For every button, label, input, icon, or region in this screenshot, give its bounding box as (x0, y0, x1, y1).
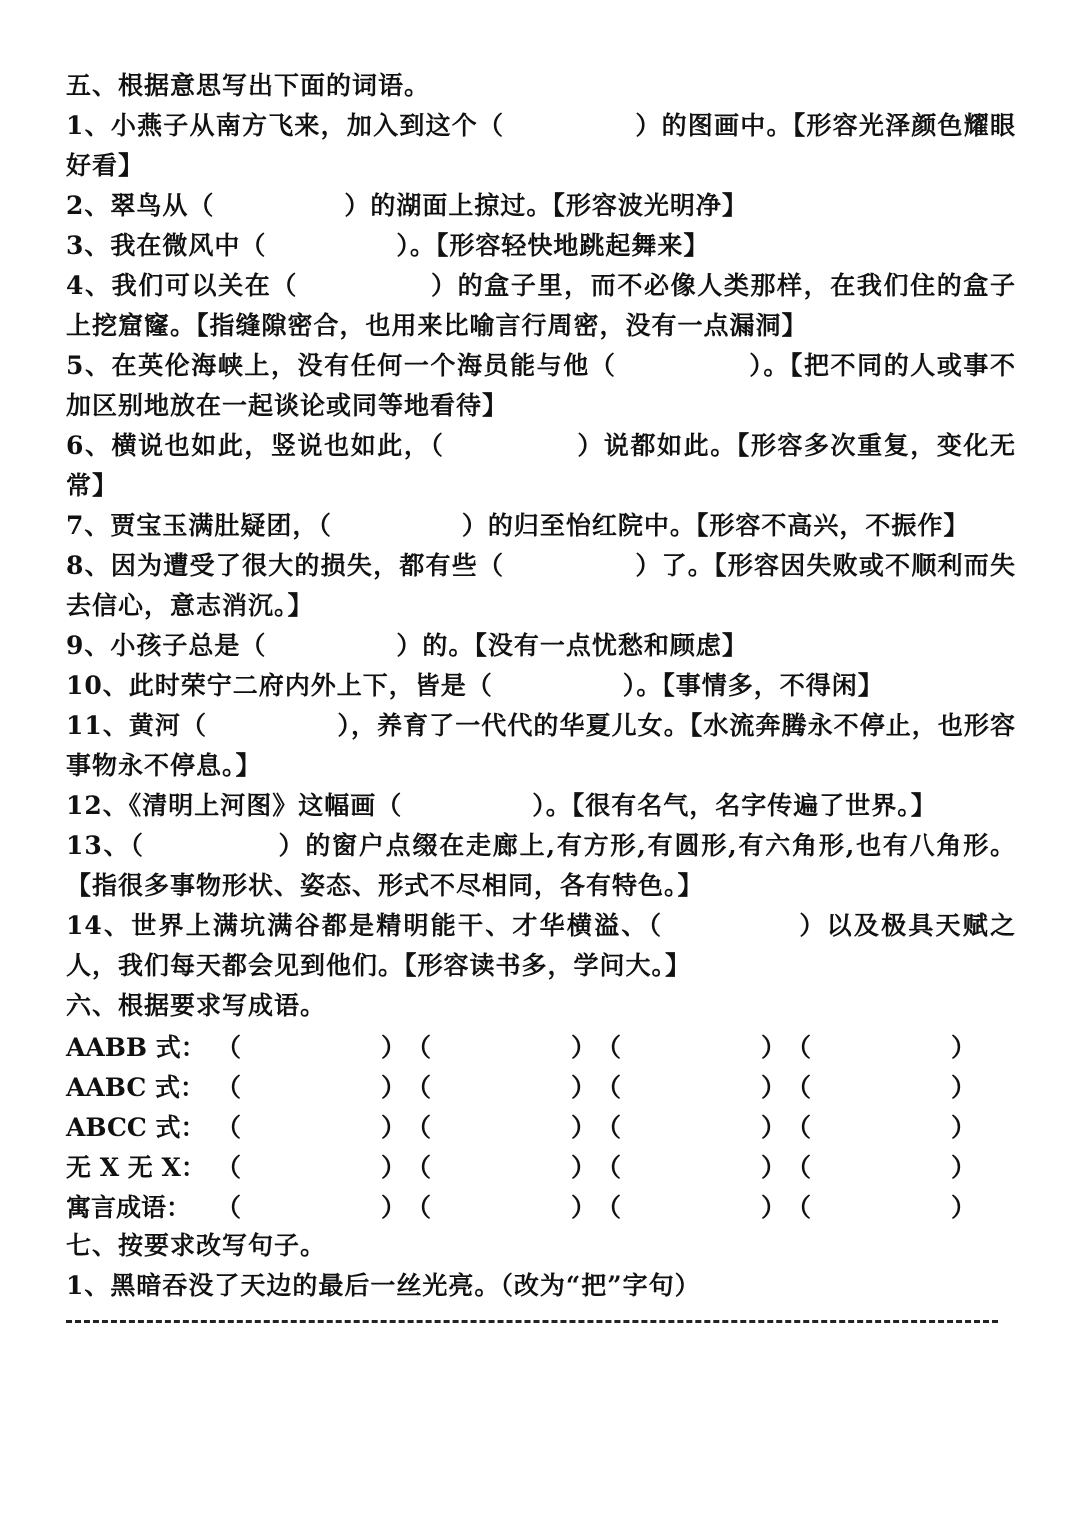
idiom-row-fable (66, 1186, 1016, 1226)
answer-blank[interactable] (786, 1108, 976, 1144)
close-bracket: ） (950, 1033, 976, 1062)
open-bracket: （ (596, 1033, 622, 1062)
question-1: 1、小燕子从南方飞来，加入到这个（ ）的图画中。【形容光泽颜色耀眼好看】 (66, 111, 1016, 180)
open-bracket: （ (786, 1193, 812, 1222)
open-bracket: （ (216, 1153, 242, 1182)
answer-blank[interactable] (786, 1148, 976, 1184)
close-bracket: ） (950, 1193, 976, 1222)
section-7-title: 七、按要求改写句子。 (66, 1231, 327, 1260)
answer-blank[interactable] (216, 1108, 406, 1144)
idiom-row-aabb (66, 1026, 1016, 1066)
answer-blank[interactable] (406, 1028, 596, 1064)
answer-blank[interactable] (786, 1188, 976, 1224)
open-bracket: （ (406, 1193, 432, 1222)
close-bracket: ） (380, 1153, 406, 1182)
answer-blank[interactable] (406, 1108, 596, 1144)
close-bracket: ） (570, 1193, 596, 1222)
question-12: 12、《清明上河图》这幅画（ ）。【很有名气，名字传遍了世界。】 (66, 791, 937, 820)
answer-blank[interactable] (216, 1068, 406, 1104)
question-8: 8、因为遭受了很大的损失，都有些（ ）了。【形容因失败或不顺利而失去信心，意志消沉。】 (66, 551, 1016, 620)
question-6: 6、横说也如此，竖说也如此，（ ）说都如此。【形容多次重复，变化无常】 (66, 431, 1016, 500)
answer-blank[interactable] (596, 1148, 786, 1184)
question-11: 11、黄河（ ），养育了一代代的华夏儿女。【水流奔腾永不停止，也形容事物永不停息。】 (66, 711, 1016, 780)
answer-blank[interactable] (786, 1028, 976, 1064)
close-bracket: ） (380, 1033, 406, 1062)
idiom-row-label: 寓言成语： (66, 1193, 192, 1222)
close-bracket: ） (760, 1113, 786, 1142)
answer-blank[interactable] (406, 1068, 596, 1104)
open-bracket: （ (596, 1073, 622, 1102)
question-10: 10、此时荣宁二府内外上下，皆是（ ）。【事情多，不得闲】 (66, 671, 884, 700)
open-bracket: （ (216, 1033, 242, 1062)
answer-blank[interactable] (596, 1108, 786, 1144)
answer-blank[interactable] (216, 1028, 406, 1064)
open-bracket: （ (786, 1113, 812, 1142)
answer-blank[interactable] (216, 1188, 406, 1224)
answer-blank[interactable] (406, 1188, 596, 1224)
answer-blank[interactable] (596, 1188, 786, 1224)
close-bracket: ） (380, 1113, 406, 1142)
question-14: 14、世界上满坑满谷都是精明能干、才华横溢、（ ）以及极具天赋之人，我们每天都会见到他们。【形容读书多，学问大。】 (66, 911, 1016, 980)
close-bracket: ） (570, 1113, 596, 1142)
open-bracket: （ (216, 1193, 242, 1222)
close-bracket: ） (760, 1033, 786, 1062)
close-bracket: ） (760, 1153, 786, 1182)
answer-blank[interactable] (406, 1148, 596, 1184)
close-bracket: ） (380, 1073, 406, 1102)
open-bracket: （ (406, 1153, 432, 1182)
close-bracket: ） (380, 1193, 406, 1222)
rewrite-question-1: 1、黑暗吞没了天边的最后一丝光亮。（改为“把”字句） (66, 1271, 701, 1300)
open-bracket: （ (786, 1073, 812, 1102)
close-bracket: ） (760, 1193, 786, 1222)
open-bracket: （ (596, 1193, 622, 1222)
idiom-row-label: AABC 式： (66, 1073, 205, 1102)
question-13: 13、（ ）的窗户点缀在走廊上,有方形,有圆形,有六角形,也有八角形。【指很多事物形状、姿态、形式不尽相同，各有特色。】 (66, 831, 1016, 900)
idiom-row-label: 无 X 无 X： (66, 1153, 206, 1182)
worksheet-page (66, 66, 1016, 1323)
close-bracket: ） (570, 1073, 596, 1102)
question-4: 4、我们可以关在（ ）的盒子里，而不必像人类那样，在我们住的盒子上挖窟窿。【指缝隙密合，也用来比喻言行周密，没有一点漏洞】 (66, 271, 1016, 340)
question-9: 9、小孩子总是（ ）的。【没有一点忧愁和顾虑】 (66, 631, 748, 660)
answer-blank[interactable] (596, 1068, 786, 1104)
idiom-row-wu-x-wu-x (66, 1146, 1016, 1186)
idiom-row-label: AABB 式： (66, 1033, 206, 1062)
idiom-row-aabc (66, 1066, 1016, 1106)
open-bracket: （ (786, 1153, 812, 1182)
close-bracket: ） (950, 1113, 976, 1142)
close-bracket: ） (570, 1033, 596, 1062)
question-5: 5、在英伦海峡上，没有任何一个海员能与他（ ）。【把不同的人或事不加区别地放在一起谈论或同等地看待】 (66, 351, 1016, 420)
idiom-row-label: ABCC 式： (66, 1113, 206, 1142)
answer-blank[interactable] (596, 1028, 786, 1064)
answer-line[interactable] (66, 1320, 998, 1323)
question-3: 3、我在微风中（ ）。【形容轻快地跳起舞来】 (66, 231, 710, 260)
open-bracket: （ (406, 1073, 432, 1102)
question-2: 2、翠鸟从（ ）的湖面上掠过。【形容波光明净】 (66, 191, 748, 220)
section-5-title: 五、根据意思写出下面的词语。 (66, 71, 431, 100)
answer-blank[interactable] (216, 1148, 406, 1184)
open-bracket: （ (596, 1153, 622, 1182)
close-bracket: ） (760, 1073, 786, 1102)
answer-blank[interactable] (786, 1068, 976, 1104)
close-bracket: ） (570, 1153, 596, 1182)
question-7: 7、贾宝玉满肚疑团，（ ）的归至怡红院中。【形容不高兴，不振作】 (66, 511, 970, 540)
open-bracket: （ (406, 1033, 432, 1062)
open-bracket: （ (216, 1073, 242, 1102)
open-bracket: （ (786, 1033, 812, 1062)
open-bracket: （ (596, 1113, 622, 1142)
section-6-title: 六、根据要求写成语。 (66, 991, 327, 1020)
close-bracket: ） (950, 1153, 976, 1182)
close-bracket: ） (950, 1073, 976, 1102)
idiom-row-abcc (66, 1106, 1016, 1146)
open-bracket: （ (216, 1113, 242, 1142)
open-bracket: （ (406, 1113, 432, 1142)
